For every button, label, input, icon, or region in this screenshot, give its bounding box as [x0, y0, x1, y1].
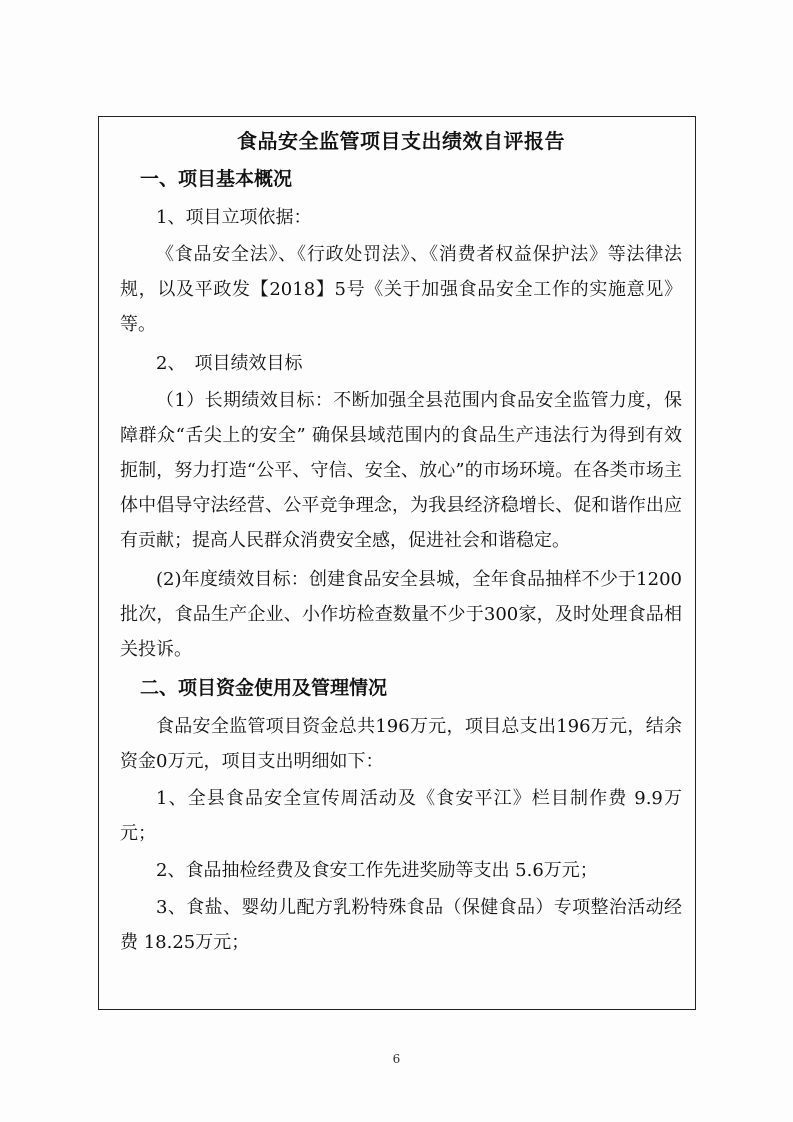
item-heading-basis: 1、项目立项依据： [156, 207, 312, 228]
expense-item-1: 1、全县食品安全宣传周活动及《食安平江》栏目制作费 9.9万元； [120, 788, 682, 844]
paragraph-legal-basis: 《食品安全法》、《行政处罚法》、《消费者权益保护法》等法律法规，以及平政发【2018】5号《关于加强食品安全工作的实施意见》等。 [120, 244, 682, 335]
paragraph-long-term-goal: （1）长期绩效目标：不断加强全县范围内食品安全监管力度，保障群众“舌尖上的安全” 确保县域范围内的食品生产违法行为得到有效扼制，努力打造“公平、守信、安全、放心”的市场环境。在各类市场主体中倡导守法经营、公平竞争理念，为我县经济稳增长、促和谐作出应有贡献；提高人民群众消费安全感，促进社会和谐稳定。 [120, 390, 682, 551]
paragraph-annual-goal: (2)年度绩效目标：创建食品安全县城，全年食品抽样不少于1200批次，食品生产企业、小作坊检查数量不少于300家，及时处理食品相关投诉。 [120, 569, 682, 660]
expense-item-2: 2、食品抽检经费及食安工作先进奖励等支出 5.6万元； [156, 860, 598, 881]
section-heading-funds: 二、项目资金使用及管理情况 [140, 677, 388, 699]
expense-item-3: 3、食盐、婴幼儿配方乳粉特殊食品（保健食品）专项整治活动经费 18.25万元； [120, 897, 682, 953]
report-title: 食品安全监管项目支出绩效自评报告 [237, 129, 565, 153]
item-heading-goals: 2、 项目绩效目标 [156, 353, 303, 374]
section-heading-overview: 一、项目基本概况 [140, 168, 293, 190]
report-content [120, 122, 682, 960]
paragraph-funds-summary: 食品安全监管项目资金总共196万元，项目总支出196万元，结余资金0万元，项目支出明细如下： [120, 716, 682, 772]
page-number: 6 [392, 1052, 401, 1066]
